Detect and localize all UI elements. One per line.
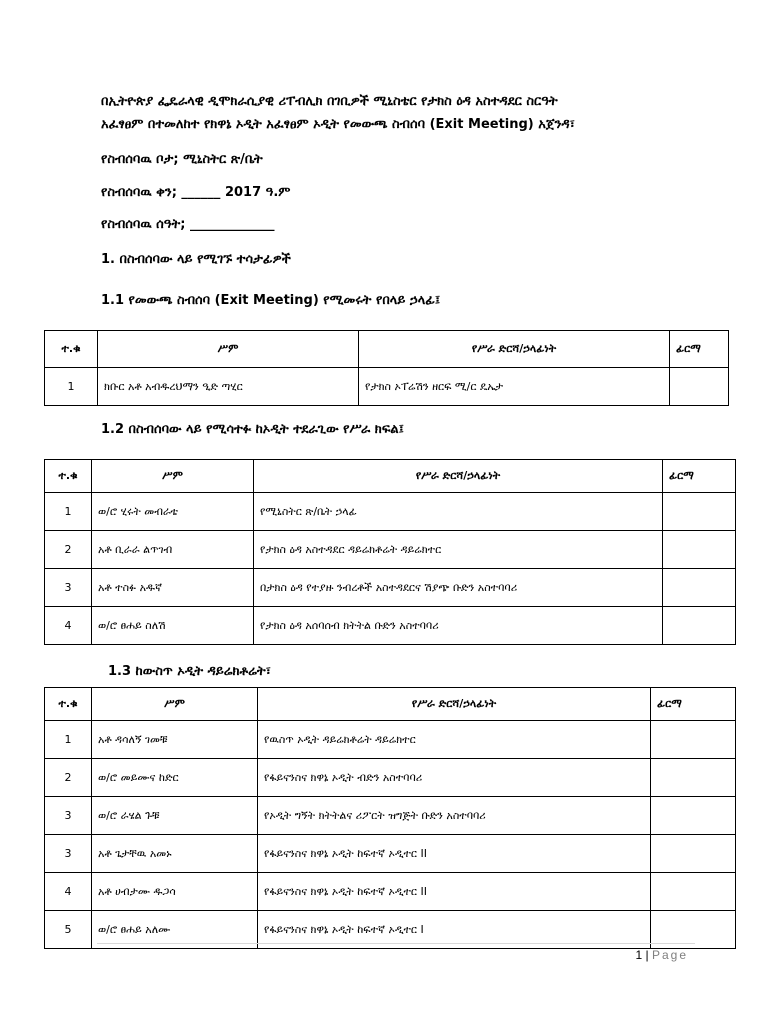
- cell-position: የታክስ ዕዳ አሰባሰብ ክትትል ቡድን አስተባባሪ: [254, 607, 663, 645]
- cell-no: 1: [45, 368, 98, 406]
- cell-position: የሚኒስትር ጽ/ቤት ኃላፊ: [254, 493, 663, 531]
- table-row: [45, 569, 736, 607]
- cell-signature: [663, 607, 736, 645]
- section-1-2-heading: 1.2 በስብሰባው ላይ የሚሳተፉ ከኦዲት ተደራጊው የሥራ ክፍል፤: [101, 422, 404, 437]
- cell-no: 3: [45, 569, 92, 607]
- cell-name: ክቡር አቶ አብዱረህማን ዒድ ጣሂር: [98, 368, 359, 406]
- meeting-time: የስብሰባዉ ሰዓት; _____________: [101, 217, 275, 232]
- cell-position: የታክስ ኦፐሬሽን ዘርፍ ሚ/ር ዴኤታ: [359, 368, 670, 406]
- header-no: ተ.ቁ: [45, 688, 92, 721]
- header-signature: ፊርማ: [651, 688, 736, 721]
- table-row: [45, 721, 736, 759]
- cell-position: የፋይናንስና ክዋኔ ኦዲት ብድን አስተባባሪ: [258, 759, 651, 797]
- cell-position: የፋይናንስና ክዋኔ ኦዲት ከፍተኛ ኦዲተር II: [258, 873, 651, 911]
- table-row: [45, 368, 729, 406]
- cell-no: 3: [45, 835, 92, 873]
- cell-no: 4: [45, 873, 92, 911]
- header-position: የሥራ ድርሻ/ኃላፊነት: [359, 331, 670, 368]
- cell-signature: [663, 493, 736, 531]
- cell-no: 2: [45, 759, 92, 797]
- header-name: ሥም: [92, 688, 258, 721]
- cell-position: የፋይናንስና ክዋኔ ኦዲት ከፍተኛ ኦዲተር I: [258, 911, 651, 949]
- page-label: Page: [651, 948, 688, 962]
- cell-name: ወ/ሮ ራሄል ጉቹ: [92, 797, 258, 835]
- table-row: [45, 759, 736, 797]
- table-row: [45, 835, 736, 873]
- section-1-heading: 1. በስብሰባው ላይ የሚገኙ ተሳታፊዎች: [101, 252, 291, 267]
- table-row: [45, 493, 736, 531]
- cell-name: አቶ ዳሳለኝ ገመቹ: [92, 721, 258, 759]
- cell-name: አቶ ጌታቸዉ አመኑ: [92, 835, 258, 873]
- cell-name: ወ/ሮ መይሙና ከድር: [92, 759, 258, 797]
- cell-signature: [651, 873, 736, 911]
- cell-no: 4: [45, 607, 92, 645]
- header-name: ሥም: [92, 460, 254, 493]
- header-signature: ፊርማ: [670, 331, 729, 368]
- cell-position: የዉስጥ ኦዲት ዳይሬክቶሬት ዳይሬክተር: [258, 721, 651, 759]
- cell-name: አቶ ቢራራ ልጥገብ: [92, 531, 254, 569]
- cell-no: 2: [45, 531, 92, 569]
- header-signature: ፊርማ: [663, 460, 736, 493]
- document-title: [101, 90, 721, 136]
- table-header-row: [45, 331, 729, 368]
- meeting-date: የስብሰባዉ ቀን; ______ 2017 ዓ.ም: [101, 185, 291, 200]
- cell-position: በታክስ ዕዳ የተያዙ ንብረቶች አስተዳደርና ሽያጭ ቡድን አስተባባሪ: [254, 569, 663, 607]
- cell-name: ወ/ሮ ፀሐይ ስለሽ: [92, 607, 254, 645]
- cell-name: ወ/ሮ ፀሐይ አለሙ: [92, 911, 258, 949]
- page-footer: [635, 948, 688, 962]
- table-row: [45, 797, 736, 835]
- page-separator: |: [645, 948, 649, 962]
- cell-position: የኦዲት ግኝት ክትትልና ሪፖርት ዝግጅት ቡድን አስተባባሪ: [258, 797, 651, 835]
- table-auditee-unit: [44, 459, 736, 645]
- cell-position: የታክስ ዕዳ አስተዳደር ዳይሬክቶሬት ዳይሬክተር: [254, 531, 663, 569]
- table-internal-audit: [44, 687, 736, 949]
- cell-no: 5: [45, 911, 92, 949]
- cell-name: ወ/ሮ ሂሩት መብራቴ: [92, 493, 254, 531]
- title-line-2: አፈፃፀም በተመለከተ የክዋኔ ኦዲት አፈፃፀም ኦዲት የመውጫ ስብሰባ (Exit Meeting) አጀንዳ፣: [101, 117, 575, 132]
- header-name: ሥም: [98, 331, 359, 368]
- cell-name: አቶ ሀብታሙ ዱጋሳ: [92, 873, 258, 911]
- table-lead-official: [44, 330, 729, 406]
- table-row: [45, 607, 736, 645]
- header-position: የሥራ ድርሻ/ኃላፊነት: [254, 460, 663, 493]
- table-row: [45, 531, 736, 569]
- cell-name: አቶ ተስፉ አዱኛ: [92, 569, 254, 607]
- table-row: [45, 873, 736, 911]
- meeting-place: የስብሰባዉ ቦታ; ሚኒስትር ጽ/ቤት: [101, 152, 263, 167]
- section-1-3-heading: 1.3 ከውስጥ ኦዲት ዳይሬክቶሬት፣: [108, 664, 271, 679]
- header-no: ተ.ቁ: [45, 331, 98, 368]
- header-no: ተ.ቁ: [45, 460, 92, 493]
- cell-signature: [651, 835, 736, 873]
- cell-position: የፋይናንስና ክዋኔ ኦዲት ከፍተኛ ኦዲተር II: [258, 835, 651, 873]
- section-1-1-heading: 1.1 የመውጫ ስብሰባ (Exit Meeting) የሚመሩት የበላይ ኃላፊ፤: [101, 293, 441, 308]
- cell-signature: [651, 797, 736, 835]
- header-position: የሥራ ድርሻ/ኃላፊነት: [258, 688, 651, 721]
- cell-signature: [663, 531, 736, 569]
- title-line-1: በኢትዮጵያ ፌዴራላዊ ዲሞክራሲያዊ ሪፐብሊክ በገቢዎች ሚኒስቴር የታክስ ዕዳ አስተዳደር ስርዓት: [101, 94, 558, 109]
- page-number: 1: [635, 948, 643, 962]
- cell-signature: [651, 721, 736, 759]
- cell-no: 1: [45, 493, 92, 531]
- cell-no: 1: [45, 721, 92, 759]
- table-header-row: [45, 460, 736, 493]
- cell-no: 3: [45, 797, 92, 835]
- cell-signature: [651, 759, 736, 797]
- footer-divider: [97, 943, 695, 944]
- cell-signature: [663, 569, 736, 607]
- table-header-row: [45, 688, 736, 721]
- cell-signature: [670, 368, 729, 406]
